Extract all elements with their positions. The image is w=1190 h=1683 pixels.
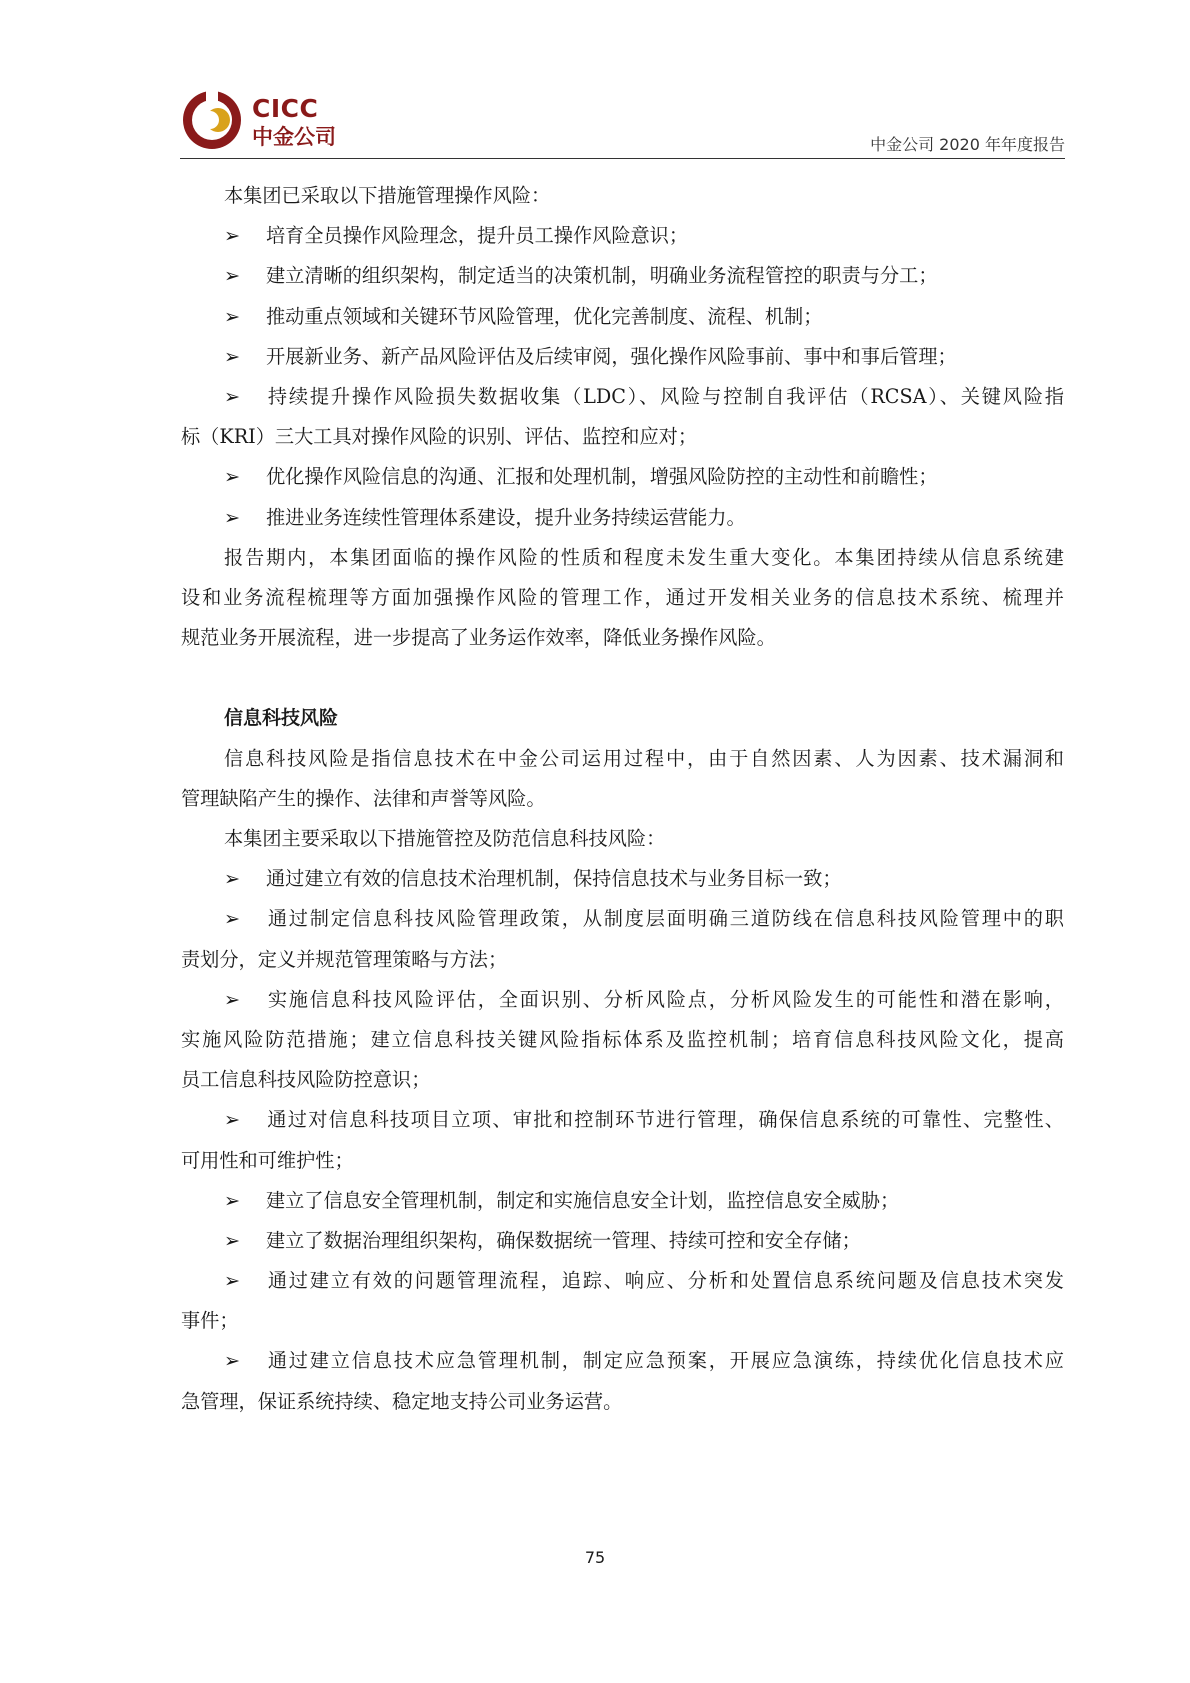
line-text: 建立了数据治理组织架构，确保数据统一管理、持续可控和安全存储； [266,1228,861,1252]
line-text: 通过建立信息技术应急管理机制，制定应急预案，开展应急演练，持续优化信息技术应 [266,1349,1064,1373]
paragraph-line [181,417,1064,457]
paragraph-line [181,1141,1064,1181]
bullet-arrow-icon: ➢ [224,1108,241,1132]
paragraph-line [181,940,1064,980]
bullet-arrow-icon: ➢ [224,1188,241,1212]
report-title: 中金公司 2020 年年度报告 [870,135,1065,154]
spacer [181,658,1064,698]
bullet-arrow-icon: ➢ [224,264,241,288]
paragraph-line [181,176,1064,216]
line-text: 报告期内，本集团面临的操作风险的性质和程度未发生重大变化。本集团持续从信息系统建 [224,545,1064,569]
paragraph-line [181,618,1064,658]
paragraph-line [181,819,1064,859]
header-divider [180,158,1065,159]
line-text: 培育全员操作风险理念，提升员工操作风险意识； [266,224,689,248]
bullet-arrow-icon: ➢ [224,505,241,529]
bullet-item [181,899,1064,939]
line-text: 信息科技风险 [224,707,339,730]
line-text: 管理缺陷产生的操作、法律和声誉等风险。 [181,786,546,810]
bullet-item [181,256,1064,296]
line-text: 建立了信息安全管理机制，制定和实施信息安全计划，监控信息安全威胁； [266,1188,900,1212]
bullet-arrow-icon: ➢ [224,384,241,408]
bullet-item [181,498,1064,538]
line-text: 规范业务开展流程，进一步提高了业务运作效率，降低业务操作风险。 [181,626,776,650]
line-text: 可用性和可维护性； [181,1148,354,1172]
bullet-arrow-icon: ➢ [224,1349,241,1373]
logo-text-en: CICC [252,94,319,123]
section-heading [181,698,1064,738]
bullet-arrow-icon: ➢ [224,224,241,248]
bullet-item [181,1100,1064,1140]
logo-text-cn: 中金公司 [252,125,336,149]
line-text: 通过制定信息科技风险管理政策，从制度层面明确三道防线在信息科技风险管理中的职 [266,907,1064,931]
bullet-item [181,1221,1064,1261]
paragraph-line [181,1301,1064,1341]
cicc-logo-icon [180,88,244,152]
paragraph-line [181,1382,1064,1422]
paragraph-line [181,739,1064,779]
line-text: 持续提升操作风险损失数据收集（LDC）、风险与控制自我评估（RCSA）、关键风险指 [266,384,1064,408]
bullet-item [181,1341,1064,1381]
bullet-item [181,1261,1064,1301]
bullet-arrow-icon: ➢ [224,465,241,489]
bullet-arrow-icon: ➢ [224,304,241,328]
line-text: 实施风险防范措施；建立信息科技关键风险指标体系及监控机制；培育信息科技风险文化，提高 [181,1027,1064,1051]
bullet-arrow-icon: ➢ [224,1269,241,1293]
bullet-arrow-icon: ➢ [224,1228,241,1252]
bullet-item [181,859,1064,899]
line-text: 员工信息科技风险防控意识； [181,1068,431,1092]
bullet-item [181,457,1064,497]
page-number: 75 [584,1548,606,1567]
bullet-arrow-icon: ➢ [224,907,241,931]
paragraph-line [181,1060,1064,1100]
line-text: 责划分，定义并规范管理策略与方法； [181,947,508,971]
bullet-item [181,216,1064,256]
bullet-item [181,980,1064,1020]
line-text: 推动重点领域和关键环节风险管理，优化完善制度、流程、机制； [266,304,823,328]
cicc-logo [180,88,350,152]
paragraph-line [181,1020,1064,1060]
document-body [181,176,1064,1422]
bullet-item [181,297,1064,337]
bullet-item [181,377,1064,417]
line-text: 优化操作风险信息的沟通、汇报和处理机制，增强风险防控的主动性和前瞻性； [266,465,938,489]
paragraph-line [181,538,1064,578]
paragraph-line [181,578,1064,618]
page-header [180,88,1065,160]
paragraph-line [181,779,1064,819]
line-text: 建立清晰的组织架构，制定适当的决策机制，明确业务流程管控的职责与分工； [266,264,938,288]
line-text: 事件； [181,1309,239,1333]
bullet-item [181,1181,1064,1221]
bullet-item [181,337,1064,377]
line-text: 推进业务连续性管理体系建设，提升业务持续运营能力。 [266,505,746,529]
line-text: 本集团已采取以下措施管理操作风险： [224,184,551,207]
line-text: 标（KRI）三大工具对操作风险的识别、评估、监控和应对； [181,425,698,449]
bullet-arrow-icon: ➢ [224,987,241,1011]
bullet-arrow-icon: ➢ [224,867,241,891]
line-text: 本集团主要采取以下措施管控及防范信息科技风险： [224,827,666,850]
bullet-arrow-icon: ➢ [224,344,241,368]
line-text: 信息科技风险是指信息技术在中金公司运用过程中，由于自然因素、人为因素、技术漏洞和 [224,746,1064,770]
line-text: 设和业务流程梳理等方面加强操作风险的管理工作，通过开发相关业务的信息技术系统、梳理并 [181,585,1064,609]
line-text: 通过建立有效的信息技术治理机制，保持信息技术与业务目标一致； [266,867,842,891]
line-text: 急管理，保证系统持续、稳定地支持公司业务运营。 [181,1389,623,1413]
line-text: 通过建立有效的问题管理流程，追踪、响应、分析和处置信息系统问题及信息技术突发 [266,1269,1064,1293]
line-text: 开展新业务、新产品风险评估及后续审阅，强化操作风险事前、事中和事后管理； [266,344,957,368]
line-text: 实施信息科技风险评估，全面识别、分析风险点，分析风险发生的可能性和潜在影响， [266,987,1064,1011]
line-text: 通过对信息科技项目立项、审批和控制环节进行管理，确保信息系统的可靠性、完整性、 [266,1108,1064,1132]
